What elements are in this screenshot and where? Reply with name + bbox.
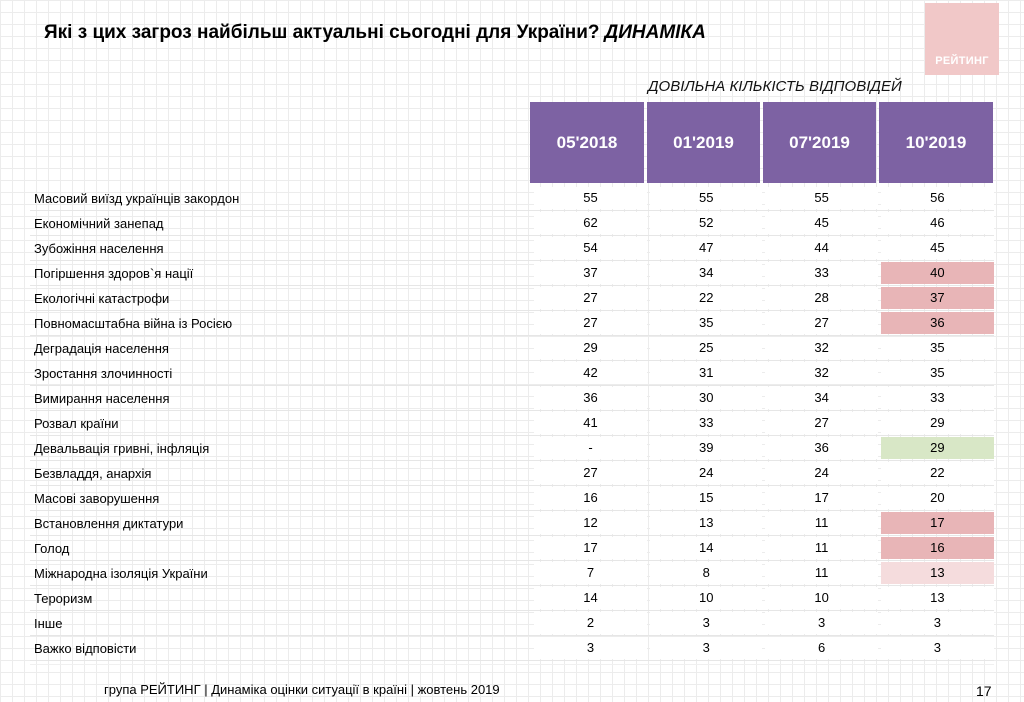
value-cell: 32 — [765, 337, 877, 359]
value-cell: 27 — [534, 462, 647, 484]
value-cell: 11 — [765, 562, 877, 584]
table-row — [30, 186, 994, 211]
table-row — [30, 211, 994, 236]
value-cell: 20 — [881, 487, 994, 509]
value-cell: 13 — [650, 512, 762, 534]
table-row — [30, 486, 994, 511]
row-label: Деградація населення — [34, 340, 169, 356]
value-cell: 40 — [881, 262, 994, 284]
value-cell: 45 — [765, 212, 877, 234]
table-row — [30, 461, 994, 486]
footer-divider — [30, 664, 994, 665]
table-row — [30, 636, 994, 661]
row-label: Міжнародна ізоляція України — [34, 565, 208, 581]
value-cell: 34 — [765, 387, 877, 409]
value-cell: 62 — [534, 212, 647, 234]
value-cell: 13 — [881, 562, 994, 584]
value-cell: 16 — [881, 537, 994, 559]
value-cell: 3 — [650, 637, 762, 659]
row-label: Масові заворушення — [34, 490, 160, 506]
value-cell: 36 — [765, 437, 877, 459]
value-cell: 29 — [534, 337, 647, 359]
value-cell: 41 — [534, 412, 647, 434]
table-row — [30, 436, 994, 461]
page-number: 17 — [976, 683, 992, 699]
table-row — [30, 261, 994, 286]
value-cell: 14 — [650, 537, 762, 559]
value-cell: 22 — [881, 462, 994, 484]
value-cell: 55 — [534, 187, 647, 209]
value-cell: 29 — [881, 437, 994, 459]
value-cell: 47 — [650, 237, 762, 259]
value-cell: 3 — [881, 612, 994, 634]
value-cell: 27 — [534, 287, 647, 309]
value-cell: 52 — [650, 212, 762, 234]
table-row — [30, 361, 994, 386]
table-subtitle: ДОВІЛЬНА КІЛЬКІСТЬ ВІДПОВІДЕЙ — [648, 78, 902, 95]
title-main: Які з цих загроз найбільш актуальні сьогодні для України? — [44, 22, 600, 43]
row-label: Девальвація гривні, інфляція — [34, 440, 210, 456]
value-cell: 12 — [534, 512, 647, 534]
row-label: Зубожіння населення — [34, 240, 164, 256]
row-label: Повномасштабна війна із Росією — [34, 315, 233, 331]
column-header-05-2018: 05'2018 — [530, 102, 644, 183]
row-label: Встановлення диктатури — [34, 515, 184, 531]
value-cell: 17 — [534, 537, 647, 559]
value-cell: 33 — [765, 262, 877, 284]
value-cell: 22 — [650, 287, 762, 309]
rating-logo — [925, 3, 999, 75]
value-cell: 31 — [650, 362, 762, 384]
value-cell: 39 — [650, 437, 762, 459]
value-cell: 3 — [765, 612, 877, 634]
row-label: Тероризм — [34, 590, 93, 606]
value-cell: 37 — [534, 262, 647, 284]
value-cell: 7 — [534, 562, 647, 584]
value-cell: 46 — [881, 212, 994, 234]
row-label: Важко відповісти — [34, 640, 137, 656]
value-cell: 27 — [534, 312, 647, 334]
table-row — [30, 336, 994, 361]
value-cell: 56 — [881, 187, 994, 209]
value-cell: 33 — [881, 387, 994, 409]
table-row — [30, 386, 994, 411]
value-cell: 16 — [534, 487, 647, 509]
value-cell: 11 — [765, 537, 877, 559]
column-header-01-2019: 01'2019 — [647, 102, 760, 183]
column-header-10-2019: 10'2019 — [879, 102, 993, 183]
row-label: Інше — [34, 615, 63, 631]
value-cell: 36 — [881, 312, 994, 334]
row-label: Економічний занепад — [34, 215, 164, 231]
row-label: Безвладдя, анархія — [34, 465, 152, 481]
value-cell: 8 — [650, 562, 762, 584]
table-row — [30, 411, 994, 436]
row-label: Екологічні катастрофи — [34, 290, 170, 306]
value-cell: 42 — [534, 362, 647, 384]
value-cell: 30 — [650, 387, 762, 409]
value-cell: 17 — [765, 487, 877, 509]
value-cell: 34 — [650, 262, 762, 284]
row-label: Зростання злочинності — [34, 365, 173, 381]
threats-table — [30, 186, 994, 661]
table-row — [30, 286, 994, 311]
table-row — [30, 561, 994, 586]
value-cell: 24 — [650, 462, 762, 484]
value-cell: 54 — [534, 237, 647, 259]
value-cell: 29 — [881, 412, 994, 434]
title-emphasis: ДИНАМІКА — [604, 22, 706, 43]
value-cell: 32 — [765, 362, 877, 384]
value-cell: 36 — [534, 387, 647, 409]
value-cell: 17 — [881, 512, 994, 534]
logo-text: РЕЙТИНГ — [935, 55, 989, 67]
value-cell: 27 — [765, 412, 877, 434]
value-cell: 55 — [650, 187, 762, 209]
value-cell: 11 — [765, 512, 877, 534]
slide-title — [44, 22, 706, 44]
value-cell: 37 — [881, 287, 994, 309]
row-label: Голод — [34, 540, 70, 556]
row-label: Погіршення здоров`я нації — [34, 265, 194, 281]
value-cell: 3 — [650, 612, 762, 634]
footer-text: група РЕЙТИНГ | Динаміка оцінки ситуації в країні | жовтень 2019 — [104, 682, 500, 697]
value-cell: 13 — [881, 587, 994, 609]
table-row — [30, 611, 994, 636]
column-header-07-2019: 07'2019 — [763, 102, 876, 183]
row-label: Вимирання населення — [34, 390, 170, 406]
value-cell: 10 — [765, 587, 877, 609]
value-cell: 24 — [765, 462, 877, 484]
table-row — [30, 236, 994, 261]
value-cell: 27 — [765, 312, 877, 334]
value-cell: 35 — [881, 337, 994, 359]
value-cell: 35 — [650, 312, 762, 334]
value-cell: 6 — [765, 637, 877, 659]
value-cell: 45 — [881, 237, 994, 259]
value-cell: 10 — [650, 587, 762, 609]
value-cell: 15 — [650, 487, 762, 509]
table-row — [30, 311, 994, 336]
value-cell: 14 — [534, 587, 647, 609]
table-row — [30, 511, 994, 536]
table-row — [30, 536, 994, 561]
value-cell: - — [534, 437, 647, 459]
value-cell: 2 — [534, 612, 647, 634]
value-cell: 3 — [534, 637, 647, 659]
value-cell: 33 — [650, 412, 762, 434]
row-label: Масовий виїзд українців закордон — [34, 190, 240, 206]
value-cell: 3 — [881, 637, 994, 659]
value-cell: 44 — [765, 237, 877, 259]
value-cell: 28 — [765, 287, 877, 309]
value-cell: 35 — [881, 362, 994, 384]
table-row — [30, 586, 994, 611]
row-label: Розвал країни — [34, 415, 119, 431]
value-cell: 25 — [650, 337, 762, 359]
value-cell: 55 — [765, 187, 877, 209]
